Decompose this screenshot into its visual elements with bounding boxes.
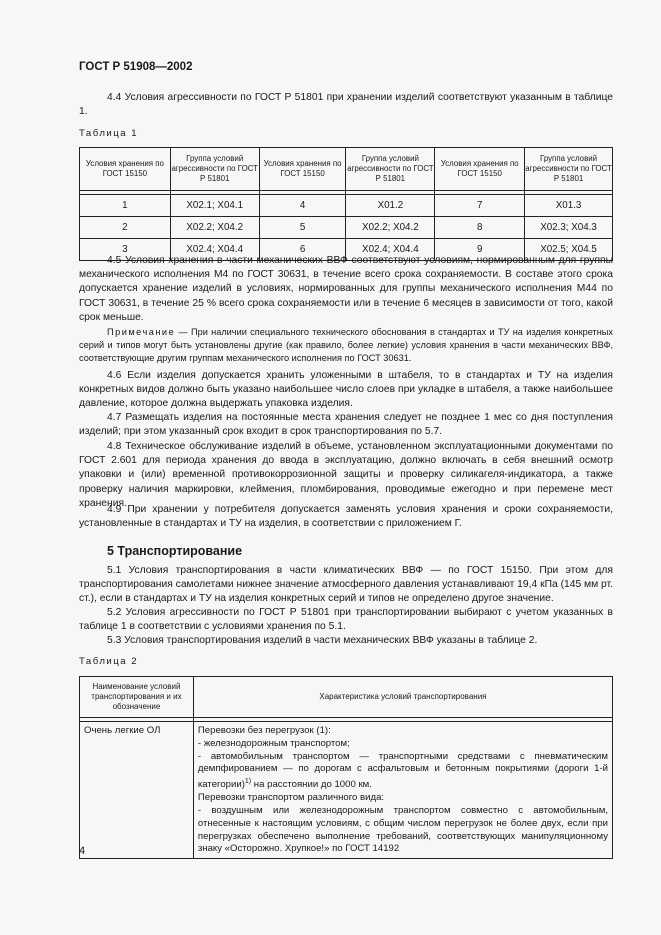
table1-header-cell: Условия хранения по ГОСТ 15150 [435, 148, 525, 191]
table-cell: 7 [435, 195, 525, 217]
list-item: - железнодорожным транспортом; [197, 737, 350, 749]
table-cell: 3 [80, 239, 171, 261]
table1-header-cell: Условия хранения по ГОСТ 15150 [80, 148, 171, 191]
table-cell: Х02.4; Х04.4 [346, 239, 435, 261]
table-2 [79, 676, 613, 859]
table2-header-cell: Наименование условий транспортирования и их обозначение [80, 677, 194, 718]
paragraph-5-3: 5.3 Условия транспортирования изделий в части механических ВВФ указаны в таблице 2. [107, 635, 538, 646]
document-header: ГОСТ Р 51908—2002 [79, 61, 193, 73]
paragraph-4-5: 4.5 Условия хранения в части механических ВВФ соответствуют условиям, нормированным для группы механического исполнения М4 по ГОСТ 30631, в течение всего срока сохраняемости. В составе этого срока допускается хранение изделий в условиях, нормированных для группы механического исполнения М44 по ГОСТ 30631, в течение 25 % всего срока сохраняемости или в течение 6 месяцев в зависимости от того, какой срок меньше. [79, 255, 613, 323]
list-item-text: на расстоянии до 1000 км. [251, 779, 372, 791]
table-cell: Х02.1; Х04.1 [170, 195, 259, 217]
paragraph-5-2: 5.2 Условия агрессивности по ГОСТ Р 51801 при транспортировании выбирают с учетом указанных в таблице 1 в соответствии с условиями хранения по 5.1. [79, 607, 613, 633]
table1-header-cell: Группа условий агрессивности по ГОСТ Р 51801 [170, 148, 259, 191]
paragraph-4-7: 4.7 Размещать изделия на постоянные места хранения следует не позднее 1 мес со дня поступления изделий; при этом указанный срок входит в срок транспортирования по 5.7. [79, 412, 613, 438]
note-label: Примечание [107, 327, 176, 337]
list-item: Перевозки транспортом различного вида: [197, 792, 385, 804]
page-number: 4 [79, 845, 86, 857]
table-cell: Х02.4; Х04.4 [170, 239, 259, 261]
table-cell: 1 [80, 195, 171, 217]
table1-header-row [80, 148, 613, 191]
note [79, 326, 613, 365]
paragraph-4-8: 4.8 Техническое обслуживание изделий в объеме, установленном эксплуатационными документами по ГОСТ 2.601 для периода хранения до ввода в эксплуатацию, должно включать в себя внешний осмотр упаковки и (или) временной противокоррозионной защиты и проверку силикагеля-индикатора, а также проверку наличия маркировки, клеймения, пломбирования, проводимые ежегодно и при перемене мест хранения. [79, 441, 613, 509]
footnote-mark: 1) [244, 778, 252, 786]
table-cell: 4 [259, 195, 346, 217]
table-row [80, 195, 613, 217]
table-cell: Х02.2; Х04.2 [170, 217, 259, 239]
table1-header-cell: Группа условий агрессивности по ГОСТ Р 51801 [525, 148, 613, 191]
table1-label: Таблица 1 [79, 128, 139, 139]
table1-header-cell: Условия хранения по ГОСТ 15150 [259, 148, 346, 191]
note-text: — При наличии специального технического обоснования в стандартах и ТУ на изделия конкретных серий и типов могут быть установлены другие (как правило, более легкие) условия хранения в части механических ВВФ, соответствующие другим группам механического исполнения по ГОСТ 30631. [79, 327, 613, 363]
table-1 [79, 147, 613, 261]
table-cell: 2 [80, 217, 171, 239]
table-cell: Х01.2 [346, 195, 435, 217]
table2-header-row [80, 677, 613, 718]
table-cell: 5 [259, 217, 346, 239]
table-row [80, 217, 613, 239]
table-cell: Х02.5; Х04.5 [525, 239, 613, 261]
table2-label: Таблица 2 [79, 656, 139, 667]
paragraph-4-6: 4.6 Если изделия допускается хранить уложенными в штабеля, то в стандартах и ТУ на изделия конкретных видов должно быть указано наибольшее число слоев при укладке в штабеля, а также наибольшее давление, которое должна выдержать упаковка изделия. [79, 370, 613, 410]
table-cell: Х02.3; Х04.3 [525, 217, 613, 239]
paragraph-4-4: 4.4 Условия агрессивности по ГОСТ Р 51801 при хранении изделий соответствуют указанным в таблице 1. [79, 92, 613, 118]
table-cell: Х02.2; Х04.2 [346, 217, 435, 239]
table1-header-cell: Группа условий агрессивности по ГОСТ Р 51801 [346, 148, 435, 191]
table2-header-cell: Характеристика условий транспортирования [193, 677, 612, 718]
table-cell: 8 [435, 217, 525, 239]
table2-condition-name: Очень легкие ОЛ [80, 722, 194, 859]
table-cell: 9 [435, 239, 525, 261]
paragraph-4-9: 4.9 При хранении у потребителя допускается заменять условия хранения и сроки сохраняемости, установленные в стандартах и ТУ на изделия, в соответствии с приложением Г. [79, 504, 613, 530]
list-item: Перевозки без перегрузок (1): [197, 725, 331, 736]
table-cell: 6 [259, 239, 346, 261]
list-item [198, 751, 608, 793]
table-cell: Х01.3 [525, 195, 613, 217]
section-5-title: 5 Транспортирование [107, 544, 243, 558]
table-row [80, 722, 613, 859]
paragraph-5-1: 5.1 Условия транспортирования в части климатических ВВФ — по ГОСТ 15150. При этом для транспортирования самолетами нижнее значение атмосферного давления устанавливают 19,4 кПа (145 мм рт. ст.), если в стандартах и ТУ на изделия конкретных серий и типов не определено другое значение. [79, 565, 613, 605]
list-item: - воздушным или железнодорожным транспортом совместно с автомобильным, отнесенные к настоящим условиям, с общим числом перегрузок не более двух, если при перегрузках обеспечено выполнение требований, соответствующих манипуляционному знаку «Осторожно. Хрупкое!» по ГОСТ 14192 [197, 804, 608, 855]
table2-characteristics [193, 722, 612, 859]
list-item-text: - автомобильным транспортом — транспортными средствами с пневматическим демпфированием — по дорогам с асфальтовым и бетонным покрытиями (дороги 1-й категории) [197, 750, 608, 791]
